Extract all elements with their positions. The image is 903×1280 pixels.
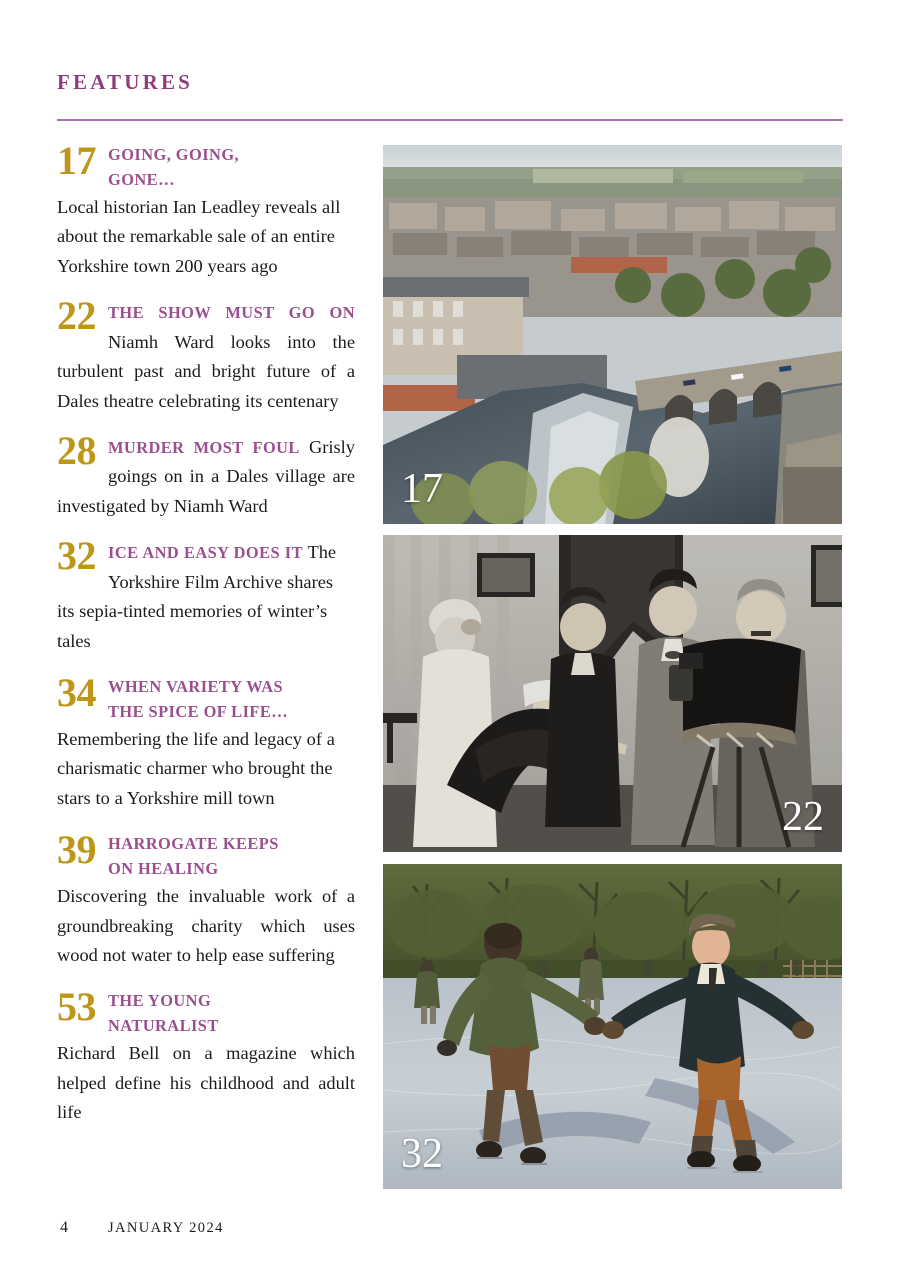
list-item[interactable] xyxy=(57,830,355,970)
entry-title xyxy=(57,832,355,882)
page-footer xyxy=(60,1219,224,1237)
entry-description: Discovering the invaluable work of a groundbreaking charity which uses wood not water to help ease suffering xyxy=(57,886,355,965)
ice-skating-illustration xyxy=(383,864,842,1189)
entry-heading xyxy=(57,141,355,193)
folio-number: 4 xyxy=(60,1219,68,1236)
entry-page-number[interactable]: 53 xyxy=(57,987,96,1030)
entry-title-line: WHEN VARIETY WAS xyxy=(108,677,284,696)
photo-page-number: 22 xyxy=(782,794,824,840)
page-title: FEATURES xyxy=(57,70,194,94)
list-item[interactable] xyxy=(57,427,355,521)
entry-heading xyxy=(57,987,355,1039)
feature-photo-theatre[interactable] xyxy=(383,535,842,852)
entry-title-line: NATURALIST xyxy=(108,1016,219,1036)
entry-title-line: GONE… xyxy=(108,169,175,189)
contents-list xyxy=(57,141,355,1128)
entry-page-number[interactable]: 17 xyxy=(57,141,96,183)
feature-photo-town[interactable] xyxy=(383,145,842,524)
entry-title: ICE AND EASY DOES IT xyxy=(108,543,304,563)
entry-page-number[interactable]: 28 xyxy=(57,427,96,473)
entry-title-line: THE SPICE OF LIFE… xyxy=(108,701,289,721)
entry-description xyxy=(57,427,355,521)
entry-description: Remembering the life and legacy of a charismatic charmer who brought the stars to a Yorkshire mill town xyxy=(57,728,335,808)
entry-title xyxy=(57,989,355,1039)
list-item[interactable] xyxy=(57,533,355,656)
entry-heading xyxy=(57,673,355,725)
list-item[interactable] xyxy=(57,987,355,1127)
entry-title: MURDER MOST FOUL xyxy=(108,437,300,457)
list-item[interactable] xyxy=(57,673,355,813)
entry-title-line: HARROGATE KEEPS xyxy=(108,834,279,854)
theatre-cast-illustration xyxy=(383,535,842,852)
entry-description: Local historian Ian Leadley reveals all about the remarkable sale of an entire Yorkshire town 200 years ago xyxy=(57,196,341,276)
entry-description-text: Niamh Ward looks into the turbulent past and bright future of a Dales theatre celebrating its centenary xyxy=(57,331,355,411)
entry-description xyxy=(57,293,355,416)
issue-date: JANUARY 2024 xyxy=(108,1220,224,1236)
entry-description xyxy=(57,533,355,656)
photo-page-number: 32 xyxy=(401,1131,443,1177)
entry-title: THE SHOW MUST GO ON xyxy=(108,303,355,323)
header-divider xyxy=(57,119,843,121)
photo-page-number: 17 xyxy=(401,466,443,512)
list-item[interactable] xyxy=(57,141,355,281)
town-aerial-illustration xyxy=(383,145,842,524)
entry-description-text: The Yorkshire Film Archive shares its sepia-tinted memories of winter’s tales xyxy=(57,542,337,651)
page-header xyxy=(57,72,843,93)
feature-photo-skaters[interactable] xyxy=(383,864,842,1189)
entry-title-line: THE YOUNG xyxy=(108,991,212,1011)
list-item[interactable] xyxy=(57,293,355,416)
entry-page-number[interactable]: 32 xyxy=(57,533,96,579)
entry-heading xyxy=(57,830,355,882)
entry-description-text: Grisly goings on in a Dales village are investigated by Niamh Ward xyxy=(57,436,355,516)
entry-page-number[interactable]: 39 xyxy=(57,830,96,873)
entry-title-line: ON HEALING xyxy=(108,859,219,879)
entry-page-number[interactable]: 22 xyxy=(57,293,96,339)
entry-page-number[interactable]: 34 xyxy=(57,673,96,715)
entry-description: Richard Bell on a magazine which helped define his childhood and adult life xyxy=(57,1043,355,1123)
entry-title xyxy=(57,675,355,725)
entry-title xyxy=(57,143,355,193)
entry-title-line: GOING, GOING, xyxy=(108,145,240,164)
